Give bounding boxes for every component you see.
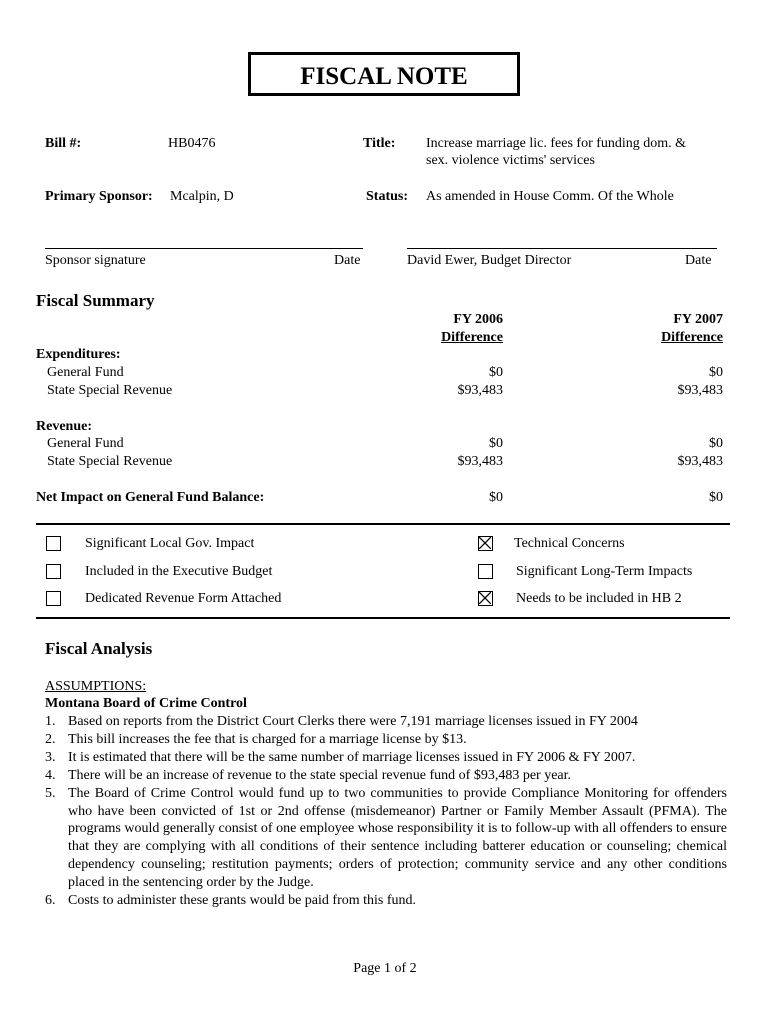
local-gov-impact-label: Significant Local Gov. Impact	[85, 536, 255, 551]
checkmark-x-icon	[479, 537, 491, 549]
bill-number: HB0476	[168, 136, 216, 151]
sponsor-name: Mcalpin, D	[170, 189, 234, 204]
assumptions-label: ASSUMPTIONS:	[45, 679, 147, 694]
fiscal-analysis-heading: Fiscal Analysis	[45, 639, 153, 658]
list-item-number: 3.	[45, 749, 56, 765]
bill-label: Bill #:	[45, 136, 82, 151]
technical-concerns-checkbox[interactable]	[478, 536, 493, 551]
rev-general-fund-fy2007: $0	[709, 436, 723, 451]
list-item-text: This bill increases the fee that is charged for a marriage license by $13.	[68, 731, 467, 747]
revenue-label: Revenue:	[36, 419, 92, 434]
fiscal-summary-heading: Fiscal Summary	[36, 291, 155, 310]
bill-title-line1: Increase marriage lic. fees for funding dom. &	[426, 136, 687, 151]
hb2-label: Needs to be included in HB 2	[516, 591, 682, 606]
exp-ssr-fy2007: $93,483	[677, 383, 723, 398]
fy2007-subheader: Difference	[661, 330, 723, 345]
director-date-label: Date	[685, 253, 712, 268]
status-value: As amended in House Comm. Of the Whole	[426, 189, 674, 204]
list-item-number: 4.	[45, 767, 56, 783]
title-box	[248, 52, 520, 96]
sponsor-label: Primary Sponsor:	[45, 189, 153, 204]
dedicated-revenue-checkbox[interactable]	[46, 591, 61, 606]
list-item-text: Costs to administer these grants would be paid from this fund.	[68, 893, 417, 909]
list-item	[45, 713, 727, 731]
document-title: FISCAL NOTE	[300, 63, 468, 90]
checkbox-section-bottom-rule	[36, 617, 730, 619]
director-name: David Ewer, Budget Director	[407, 253, 572, 268]
assumptions-list	[45, 713, 727, 910]
rev-general-fund-fy2006: $0	[489, 436, 503, 451]
rev-ssr-fy2006: $93,483	[457, 454, 503, 469]
dedicated-revenue-label: Dedicated Revenue Form Attached	[85, 591, 282, 606]
list-item	[45, 749, 727, 767]
sponsor-date-label: Date	[334, 253, 361, 268]
executive-budget-checkbox[interactable]	[46, 564, 61, 579]
director-signature-line	[407, 248, 717, 249]
local-gov-impact-checkbox[interactable]	[46, 536, 61, 551]
long-term-impacts-checkbox[interactable]	[478, 564, 493, 579]
list-item-text: It is estimated that there will be the same number of marriage licenses issued in FY 2006 & FY 2007.	[68, 749, 636, 765]
technical-concerns-label: Technical Concerns	[514, 536, 625, 551]
agency-name: Montana Board of Crime Control	[45, 696, 247, 711]
long-term-impacts-label: Significant Long-Term Impacts	[516, 564, 693, 579]
page-number: Page 1 of 2	[353, 961, 417, 976]
sponsor-signature-line	[45, 248, 363, 249]
exp-general-fund-fy2007: $0	[709, 365, 723, 380]
checkmark-x-icon	[479, 592, 491, 604]
list-item-number: 1.	[45, 714, 56, 729]
exp-general-fund-label: General Fund	[47, 365, 124, 380]
net-impact-fy2007: $0	[709, 490, 723, 505]
expenditures-label: Expenditures:	[36, 347, 121, 362]
list-item-text: There will be an increase of revenue to the state special revenue fund of $93,483 per year.	[68, 767, 572, 783]
list-item-number: 2.	[45, 731, 56, 747]
exp-ssr-label: State Special Revenue	[47, 383, 173, 398]
list-item-text: The Board of Crime Control would fund up to two communities to provide Compliance Monitoring for offenders who have been convicted of 1st or 2nd offense (misdemeanor) Partner or Family Member Assault (PFMA). The programs would generally consist of one employee whose responsibility it is to follow-up with all offenders to ensure that they are complying with all conditions of their sentence including batterer education or counseling; chemical dependency counseling; restitution payments; orders of protection; community service and any other conditions placed in the sentencing order by the Judge.	[68, 785, 727, 891]
list-item	[45, 731, 727, 749]
title-label: Title:	[363, 136, 396, 151]
bill-title-line2: sex. violence victims' services	[426, 153, 595, 168]
list-item-number: 6.	[45, 893, 56, 909]
fy2006-header: FY 2006	[453, 312, 503, 327]
list-item-text: Based on reports from the District Court Clerks there were 7,191 marriage licenses issued in FY 2004	[68, 714, 638, 729]
fy2007-header: FY 2007	[673, 312, 723, 327]
list-item-number: 5.	[45, 785, 56, 801]
net-impact-label: Net Impact on General Fund Balance:	[36, 490, 265, 505]
fy2006-subheader: Difference	[441, 330, 503, 345]
checkbox-section-top-rule	[36, 523, 730, 525]
executive-budget-label: Included in the Executive Budget	[85, 564, 273, 579]
sponsor-signature-label: Sponsor signature	[45, 253, 146, 268]
list-item	[45, 892, 727, 910]
status-label: Status:	[366, 189, 409, 204]
list-item	[45, 785, 727, 892]
rev-ssr-label: State Special Revenue	[47, 454, 173, 469]
rev-general-fund-label: General Fund	[47, 436, 124, 451]
exp-general-fund-fy2006: $0	[489, 365, 503, 380]
exp-ssr-fy2006: $93,483	[457, 383, 503, 398]
rev-ssr-fy2007: $93,483	[677, 454, 723, 469]
list-item	[45, 767, 727, 785]
net-impact-fy2006: $0	[489, 490, 503, 505]
hb2-checkbox[interactable]	[478, 591, 493, 606]
